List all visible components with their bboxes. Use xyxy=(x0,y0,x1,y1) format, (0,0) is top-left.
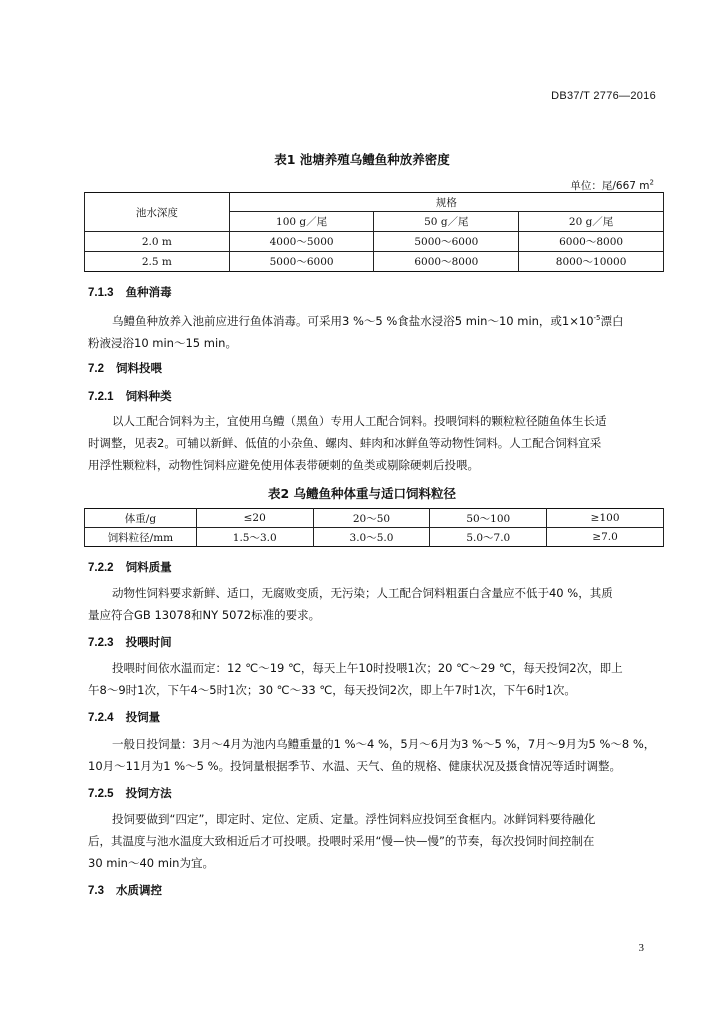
table-cell: 6000～8000 xyxy=(519,232,664,252)
table-cell: ≥100 xyxy=(547,509,664,528)
section-heading-7-3: 7.3 水质调控 xyxy=(88,883,162,897)
paragraph-7-1-3: 乌鳢鱼种放养入池前应进行鱼体消毒。可采用3 %～5 %食盐水浸浴5 min～10 min，或$1\times 10^{-5}$漂白 粉液浸浴10 min～15 min。 xyxy=(88,313,624,350)
table-cell: 5000～6000 xyxy=(374,232,519,252)
table-cell: 5000～6000 xyxy=(229,252,374,272)
paragraph-7-2-5: 投饲要做到“四定”，即定时、定位、定质、定量。浮性饲料应投饲至食框内。冰鲜饲料要待融化 后，其温度与池水温度大致相近后才可投喂。投喂时采用“慢—快—慢”的节奏，每次投饲时间控制在 30 min～40 min为宜。 xyxy=(88,812,596,870)
table-cell: 饲料粒径/mm xyxy=(85,528,197,547)
table-row xyxy=(85,252,664,272)
table1-spec-header: 20 g／尾 xyxy=(519,212,664,232)
section-heading-7-2-5: 7.2.5 投饲方法 xyxy=(88,786,172,800)
table-row xyxy=(85,509,664,528)
table1 xyxy=(84,192,664,272)
section-heading-7-2-1: 7.2.1 饲料种类 xyxy=(88,389,172,403)
table2-caption: 表2 乌鳢鱼种体重与适口饲料粒径 xyxy=(267,486,457,501)
table-cell: 50～100 xyxy=(430,509,547,528)
table-cell: 8000～10000 xyxy=(519,252,664,272)
table1-spec-header: 100 g／尾 xyxy=(229,212,374,232)
table1-spec-header: 50 g／尾 xyxy=(374,212,519,232)
table1-caption: 表1 池塘养殖乌鳢鱼种放养密度 xyxy=(274,152,450,167)
table-cell: 5.0～7.0 xyxy=(430,528,547,547)
section-heading-7-2: 7.2 饲料投喂 xyxy=(88,361,162,375)
table-cell: 体重/g xyxy=(85,509,197,528)
table1-unit: 单位：尾/667 $m^2$ xyxy=(570,178,654,192)
section-heading-7-2-3: 7.2.3 投喂时间 xyxy=(88,635,172,649)
table-cell: ≤20 xyxy=(196,509,313,528)
table-cell: 2.0 m xyxy=(85,232,230,252)
table-row xyxy=(85,528,664,547)
table-cell: 20～50 xyxy=(313,509,430,528)
table-cell: 1.5～3.0 xyxy=(196,528,313,547)
page-number: 3 xyxy=(638,942,644,954)
table-cell: 4000～5000 xyxy=(229,232,374,252)
section-heading-7-1-3: 7.1.3 鱼种消毒 xyxy=(88,285,172,299)
table2 xyxy=(84,508,664,547)
paragraph-7-2-1: 以人工配合饲料为主，宜使用乌鳢（黑鱼）专用人工配合饲料。投喂饲料的颗粒粒径随鱼体生长适 时调整，见表2。可辅以新鲜、低值的小杂鱼、螺肉、蚌肉和冰鲜鱼等动物性饲料。人工配合饲料宜采 用浮性颗粒料，动物性饲料应避免使用体表带硬刺的鱼类或剔除硬刺后投喂。 xyxy=(88,414,607,472)
table-cell: ≥7.0 xyxy=(547,528,664,547)
paragraph-7-2-2: 动物性饲料要求新鲜、适口，无腐败变质，无污染；人工配合饲料粗蛋白含量应不低于40 %，其质 量应符合GB 13078和NY 5072标准的要求。 xyxy=(88,586,613,622)
table-row xyxy=(85,232,664,252)
section-heading-7-2-4: 7.2.4 投饲量 xyxy=(88,710,161,724)
section-heading-7-2-2: 7.2.2 饲料质量 xyxy=(88,560,172,574)
paragraph-7-2-4: 一般日投饲量：3月～4月为池内乌鳢重量的1 %～4 %，5月～6月为3 %～5 %，7月～9月为5 %～8 %， 10月～11月为1 %～5 %。投饲量根据季节、水温、天气、鱼的规格、健康状况及摄食情况等适时调整。 xyxy=(88,737,656,773)
table1-header-depth: 池水深度 xyxy=(85,193,230,232)
standard-code: DB37/T 2776—2016 xyxy=(551,90,656,102)
table-cell: 3.0～5.0 xyxy=(313,528,430,547)
table-cell: 2.5 m xyxy=(85,252,230,272)
paragraph-7-2-3: 投喂时间依水温而定：12 ℃～19 ℃，每天上午10时投喂1次；20 ℃～29 ℃，每天投饲2次，即上 午8～9时1次，下午4～5时1次；30 ℃～33 ℃，每天投饲2次，即上午7时1次，下午6时1次。 xyxy=(88,661,623,697)
table-cell: 6000～8000 xyxy=(374,252,519,272)
table1-header-spec: 规格 xyxy=(229,193,663,212)
